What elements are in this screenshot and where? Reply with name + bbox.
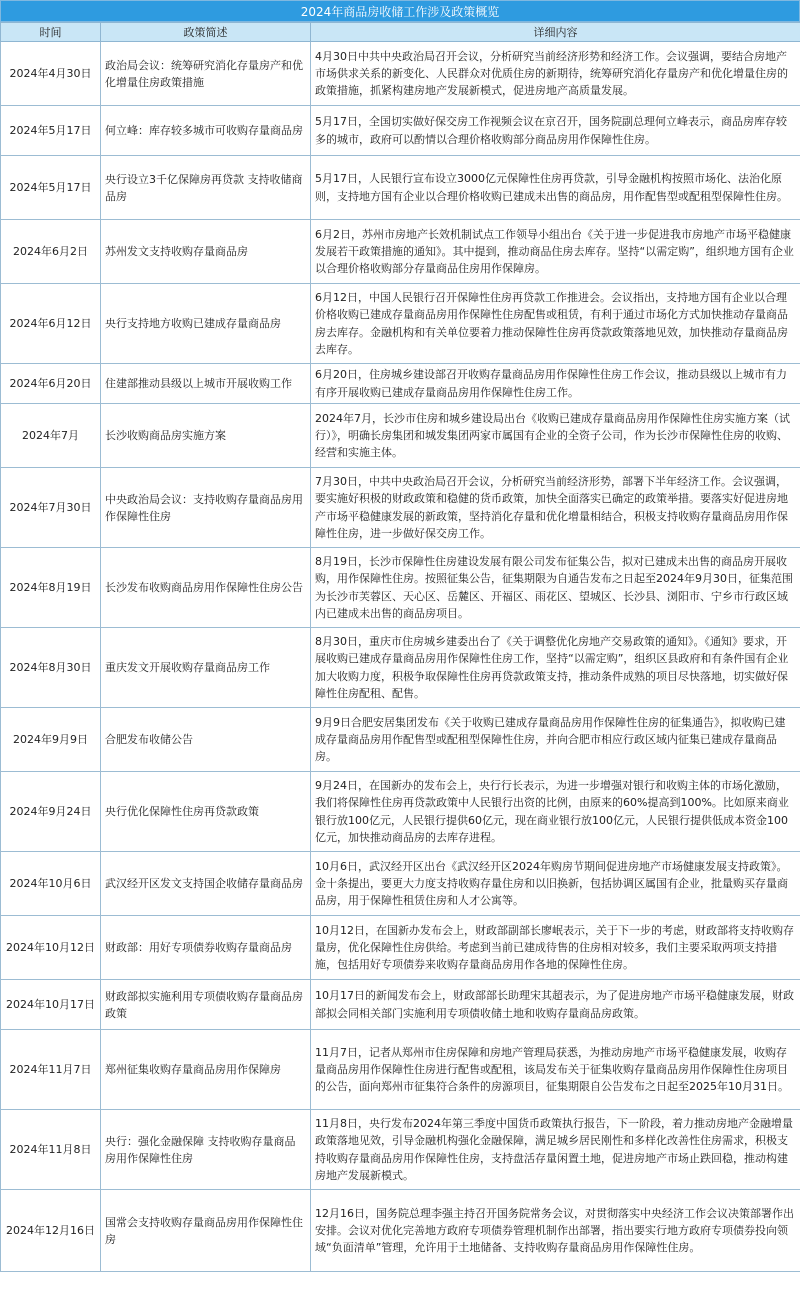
row-detail: 8月19日，长沙市保障性住房建设发展有限公司发布征集公告，拟对已建成未出售的商品房开展收购，用作保障性住房。按照征集公告，征集期限为自通告发布之日起至2024年9月30日，征集范围为长沙市芙蓉区、天心区、岳麓区、开福区、雨花区、望城区、长沙县、浏阳市、宁乡市行政区域内已建成未出售的商品房项目。 [311, 548, 800, 628]
table-row [1, 468, 800, 548]
row-summary: 长沙收购商品房实施方案 [101, 404, 311, 468]
table-row [1, 772, 800, 852]
row-detail: 10月6日，武汉经开区出台《武汉经开区2024年购房节期间促进房地产市场健康发展支持政策》。金十条提出，要更大力度支持收购存量住房和以旧换新，包括协调区属国有企业，批量购买存量商品房，用于保障性租赁住房和人才公寓等。 [311, 852, 800, 916]
row-detail: 6月2日，苏州市房地产长效机制试点工作领导小组出台《关于进一步促进我市房地产市场平稳健康发展若干政策措施的通知》。其中提到，推动商品住房去库存。坚持“以需定购”，组织地方国有企业以合理价格收购部分存量商品住房用作保障房。 [311, 220, 800, 284]
row-detail: 11月7日，记者从郑州市住房保障和房地产管理局获悉，为推动房地产市场平稳健康发展，收购存量商品房用作保障性住房进行配售或配租，该局发布关于征集收购存量商品房用作保障性住房项目的公告，面向郑州市征集符合条件的房源项目，征集期限自公告发布之日起至2025年10月31日。 [311, 1030, 800, 1110]
row-detail: 10月12日，在国新办发布会上，财政部副部长廖岷表示，关于下一步的考虑，财政部将支持收购存量房，优化保障性住房供给。考虑到当前已建成待售的住房相对较多，我们主要采取两项支持措施，包括用好专项债券来收购存量商品房用作各地的保障性住房。 [311, 916, 800, 980]
row-summary: 央行优化保障性住房再贷款政策 [101, 772, 311, 852]
table-row [1, 1190, 800, 1272]
row-date: 2024年6月12日 [1, 284, 101, 364]
row-summary: 武汉经开区发文支持国企收储存量商品房 [101, 852, 311, 916]
header-date: 时间 [1, 23, 101, 42]
row-summary: 合肥发布收储公告 [101, 708, 311, 772]
table-row [1, 980, 800, 1030]
row-date: 2024年12月16日 [1, 1190, 101, 1272]
table-row [1, 548, 800, 628]
row-detail: 8月30日，重庆市住房城乡建委出台了《关于调整优化房地产交易政策的通知》。《通知》要求，开展收购已建成存量商品房用作保障性住房工作，坚持“以需定购”，组织区县政府和有条件国有企业加大收购力度，积极争取保障性住房再贷款政策支持，推动条件成熟的项目尽快落地，切实做好保障性住房配租、配售。 [311, 628, 800, 708]
row-summary: 长沙发布收购商品房用作保障性住房公告 [101, 548, 311, 628]
table-row [1, 708, 800, 772]
row-summary: 央行设立3千亿保障房再贷款 支持收储商品房 [101, 156, 311, 220]
row-detail: 5月17日，全国切实做好保交房工作视频会议在京召开，国务院副总理何立峰表示，商品房库存较多的城市，政府可以酌情以合理价格收购部分商品房用作保障性住房。 [311, 106, 800, 156]
header-detail: 详细内容 [311, 23, 800, 42]
row-date: 2024年11月8日 [1, 1110, 101, 1190]
header-row [1, 23, 800, 42]
row-summary: 重庆发文开展收购存量商品房工作 [101, 628, 311, 708]
row-date: 2024年6月2日 [1, 220, 101, 284]
row-summary: 国常会支持收购存量商品房用作保障性住房 [101, 1190, 311, 1272]
row-date: 2024年6月20日 [1, 364, 101, 404]
table-row [1, 220, 800, 284]
row-summary: 财政部拟实施利用专项债收购存量商品房政策 [101, 980, 311, 1030]
row-detail: 7月30日，中共中央政治局召开会议，分析研究当前经济形势，部署下半年经济工作。会议强调，要实施好积极的财政政策和稳健的货币政策，加快全面落实已确定的政策举措。要落实好促进房地产市场平稳健康发展的新政策，坚持消化存量和优化增量相结合，积极支持收购存量商品房用作保障性住房，进一步做好保交房工作。 [311, 468, 800, 548]
row-summary: 央行支持地方收购已建成存量商品房 [101, 284, 311, 364]
table-row [1, 628, 800, 708]
row-detail: 10月17日的新闻发布会上，财政部部长助理宋其超表示，为了促进房地产市场平稳健康发展，财政部拟会同相关部门实施利用专项债收储土地和收购存量商品房政策。 [311, 980, 800, 1030]
row-summary: 政治局会议：统筹研究消化存量房产和优化增量住房政策措施 [101, 42, 311, 106]
row-detail: 6月20日，住房城乡建设部召开收购存量商品房用作保障性住房工作会议，推动县级以上城市有力有序开展收购已建成存量商品房用作保障性住房工作。 [311, 364, 800, 404]
row-date: 2024年9月9日 [1, 708, 101, 772]
row-date: 2024年5月17日 [1, 156, 101, 220]
row-detail: 12月16日，国务院总理李强主持召开国务院常务会议，对贯彻落实中央经济工作会议决策部署作出安排。会议对优化完善地方政府专项债券管理机制作出部署，指出要实行地方政府专项债券投向领域“负面清单”管理，允许用于土地储备、支持收购存量商品房用作保障性住房。 [311, 1190, 800, 1272]
table-row [1, 364, 800, 404]
row-detail: 2024年7月，长沙市住房和城乡建设局出台《收购已建成存量商品房用作保障性住房实施方案（试行）》，明确长房集团和城发集团两家市属国有企业的全资子公司，作为长沙市保障性住房的收购、经营和实施主体。 [311, 404, 800, 468]
row-date: 2024年5月17日 [1, 106, 101, 156]
row-date: 2024年9月24日 [1, 772, 101, 852]
table-title: 2024年商品房收储工作涉及政策概览 [0, 0, 800, 22]
row-summary: 财政部：用好专项债券收购存量商品房 [101, 916, 311, 980]
row-date: 2024年8月30日 [1, 628, 101, 708]
row-detail: 9月9日合肥安居集团发布《关于收购已建成存量商品房用作保障性住房的征集通告》，拟收购已建成存量商品房用作配售型或配租型保障性住房，并向合肥市相应行政区域内征集已建成存量商品房。 [311, 708, 800, 772]
row-date: 2024年10月17日 [1, 980, 101, 1030]
row-summary: 住建部推动县级以上城市开展收购工作 [101, 364, 311, 404]
header-summary: 政策简述 [101, 23, 311, 42]
row-summary: 中央政治局会议：支持收购存量商品房用作保障性住房 [101, 468, 311, 548]
policy-table [0, 22, 800, 1272]
table-row [1, 852, 800, 916]
row-date: 2024年4月30日 [1, 42, 101, 106]
row-summary: 央行：强化金融保障 支持收购存量商品房用作保障性住房 [101, 1110, 311, 1190]
row-date: 2024年8月19日 [1, 548, 101, 628]
row-date: 2024年10月12日 [1, 916, 101, 980]
row-date: 2024年11月7日 [1, 1030, 101, 1110]
table-row [1, 1030, 800, 1110]
row-date: 2024年7月 [1, 404, 101, 468]
table-row [1, 156, 800, 220]
table-row [1, 404, 800, 468]
row-summary: 郑州征集收购存量商品房用作保障房 [101, 1030, 311, 1110]
table-row [1, 1110, 800, 1190]
row-date: 2024年10月6日 [1, 852, 101, 916]
row-date: 2024年7月30日 [1, 468, 101, 548]
row-detail: 5月17日，人民银行宣布设立3000亿元保障性住房再贷款，引导金融机构按照市场化、法治化原则，支持地方国有企业以合理价格收购已建成未出售的商品房，用作配售型或配租型保障性住房。 [311, 156, 800, 220]
row-summary: 苏州发文支持收购存量商品房 [101, 220, 311, 284]
table-row [1, 106, 800, 156]
row-summary: 何立峰：库存较多城市可收购存量商品房 [101, 106, 311, 156]
row-detail: 9月24日，在国新办的发布会上，央行行长表示，为进一步增强对银行和收购主体的市场化激励，我们将保障性住房再贷款政策中人民银行出资的比例，由原来的60%提高到100%。比如原来商业银行放100亿元，人民银行提供60亿元，现在商业银行放100亿元，人民银行提供低成本资金100亿元，加快推动商品房的去库存进程。 [311, 772, 800, 852]
row-detail: 4月30日中共中央政治局召开会议，分析研究当前经济形势和经济工作。会议强调，要结合房地产市场供求关系的新变化、人民群众对优质住房的新期待，统筹研究消化存量房产和优化增量住房的政策措施，抓紧构建房地产发展新模式，促进房地产高质量发展。 [311, 42, 800, 106]
row-detail: 6月12日，中国人民银行召开保障性住房再贷款工作推进会。会议指出，支持地方国有企业以合理价格收购已建成存量商品房用作保障性住房配售或租赁，有利于通过市场化方式加快推动存量商品房去库存。金融机构和有关单位要着力推动保障性住房再贷款政策落地见效，加快推动存量商品房去库存。 [311, 284, 800, 364]
table-row [1, 284, 800, 364]
table-row [1, 916, 800, 980]
row-detail: 11月8日，央行发布2024年第三季度中国货币政策执行报告，下一阶段，着力推动房地产金融增量政策落地见效，引导金融机构强化金融保障，满足城乡居民刚性和多样化改善性住房需求，积极支持收购存量商品房用作保障性住房，支持盘活存量闲置土地，促进房地产市场止跌回稳，推动构建房地产发展新模式。 [311, 1110, 800, 1190]
table-row [1, 42, 800, 106]
